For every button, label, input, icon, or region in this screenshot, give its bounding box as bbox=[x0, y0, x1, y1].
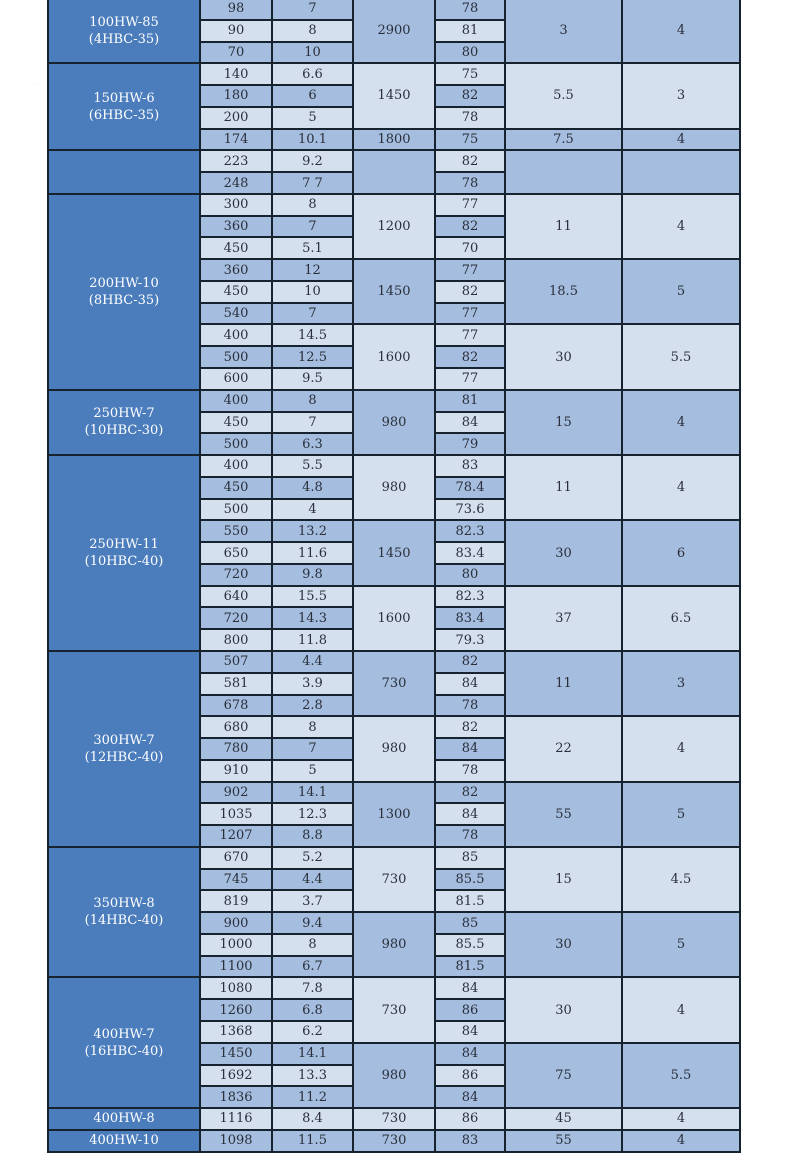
head-cell: 8 bbox=[272, 194, 353, 216]
efficiency-cell: 85 bbox=[435, 912, 505, 934]
head-cell: 10 bbox=[272, 42, 353, 64]
model-cell bbox=[48, 390, 200, 455]
flow-cell: 360 bbox=[200, 259, 272, 281]
motor-cell: 5 bbox=[622, 782, 740, 847]
model-code: (8HBC-35) bbox=[88, 292, 160, 308]
motor-cell: 4 bbox=[622, 0, 740, 63]
head-cell: 12.3 bbox=[272, 803, 353, 825]
efficiency-cell: 82 bbox=[435, 216, 505, 238]
flow-cell: 680 bbox=[200, 716, 272, 738]
flow-cell: 450 bbox=[200, 281, 272, 303]
efficiency-cell: 81.5 bbox=[435, 890, 505, 912]
table-row bbox=[48, 1108, 740, 1130]
model-name: 200HW-10 bbox=[89, 275, 159, 291]
model-cell bbox=[48, 455, 200, 651]
flow-cell: 70 bbox=[200, 42, 272, 64]
head-cell: 4 bbox=[272, 499, 353, 521]
motor-cell: 5.5 bbox=[622, 1043, 740, 1108]
flow-cell: 450 bbox=[200, 477, 272, 499]
head-cell: 3.9 bbox=[272, 673, 353, 695]
motor-cell: 3 bbox=[622, 63, 740, 128]
power-cell: 3 bbox=[505, 0, 622, 63]
speed-cell: 1600 bbox=[353, 324, 435, 389]
efficiency-cell: 70 bbox=[435, 237, 505, 259]
flow-cell: 540 bbox=[200, 303, 272, 325]
head-cell: 5 bbox=[272, 760, 353, 782]
flow-cell: 1098 bbox=[200, 1130, 272, 1152]
head-cell: 10.1 bbox=[272, 129, 353, 151]
efficiency-cell: 84 bbox=[435, 412, 505, 434]
model-name: 100HW-85 bbox=[89, 14, 159, 30]
motor-cell: 4 bbox=[622, 455, 740, 520]
motor-cell: 5 bbox=[622, 259, 740, 324]
efficiency-cell: 83 bbox=[435, 455, 505, 477]
head-cell: 9.4 bbox=[272, 912, 353, 934]
model-code: (10HBC-30) bbox=[84, 423, 164, 439]
head-cell: 6.3 bbox=[272, 433, 353, 455]
model-code: (14HBC-40) bbox=[84, 913, 164, 929]
flow-cell: 248 bbox=[200, 172, 272, 194]
head-cell: 9.8 bbox=[272, 564, 353, 586]
head-cell: 5.5 bbox=[272, 455, 353, 477]
power-cell: 11 bbox=[505, 455, 622, 520]
flow-cell: 1100 bbox=[200, 956, 272, 978]
efficiency-cell: 78.4 bbox=[435, 477, 505, 499]
head-cell: 6.8 bbox=[272, 999, 353, 1021]
efficiency-cell: 80 bbox=[435, 42, 505, 64]
power-cell: 15 bbox=[505, 390, 622, 455]
motor-cell: 4 bbox=[622, 129, 740, 151]
model-name: 400HW-8 bbox=[93, 1111, 155, 1127]
flow-cell: 1000 bbox=[200, 934, 272, 956]
speed-cell: 1200 bbox=[353, 194, 435, 259]
flow-cell: 450 bbox=[200, 237, 272, 259]
power-cell: 37 bbox=[505, 586, 622, 651]
model-cell bbox=[48, 651, 200, 847]
model-code: (12HBC-40) bbox=[84, 749, 164, 765]
efficiency-cell: 79.3 bbox=[435, 629, 505, 651]
speed-cell: 730 bbox=[353, 1108, 435, 1130]
efficiency-cell: 77 bbox=[435, 303, 505, 325]
head-cell: 6.6 bbox=[272, 63, 353, 85]
efficiency-cell: 82 bbox=[435, 150, 505, 172]
flow-cell: 1116 bbox=[200, 1108, 272, 1130]
flow-cell: 1080 bbox=[200, 977, 272, 999]
flow-cell: 90 bbox=[200, 20, 272, 42]
flow-cell: 507 bbox=[200, 651, 272, 673]
head-cell: 8 bbox=[272, 716, 353, 738]
flow-cell: 174 bbox=[200, 129, 272, 151]
efficiency-cell: 78 bbox=[435, 825, 505, 847]
efficiency-cell: 82 bbox=[435, 716, 505, 738]
efficiency-cell: 75 bbox=[435, 129, 505, 151]
flow-cell: 500 bbox=[200, 433, 272, 455]
model-cell bbox=[48, 1108, 200, 1130]
flow-cell: 400 bbox=[200, 390, 272, 412]
head-cell: 12.5 bbox=[272, 346, 353, 368]
head-cell: 6.7 bbox=[272, 956, 353, 978]
model-cell bbox=[48, 0, 200, 63]
efficiency-cell: 85 bbox=[435, 847, 505, 869]
head-cell: 7 bbox=[272, 303, 353, 325]
power-cell: 30 bbox=[505, 324, 622, 389]
flow-cell: 1260 bbox=[200, 999, 272, 1021]
head-cell: 15.5 bbox=[272, 586, 353, 608]
efficiency-cell: 82 bbox=[435, 346, 505, 368]
table-row bbox=[48, 150, 740, 172]
efficiency-cell: 82 bbox=[435, 782, 505, 804]
flow-cell: 640 bbox=[200, 586, 272, 608]
flow-cell: 678 bbox=[200, 695, 272, 717]
efficiency-cell: 83 bbox=[435, 1130, 505, 1152]
flow-cell: 1035 bbox=[200, 803, 272, 825]
head-cell: 9.5 bbox=[272, 368, 353, 390]
power-cell: 30 bbox=[505, 977, 622, 1042]
efficiency-cell: 78 bbox=[435, 760, 505, 782]
motor-cell: 4.5 bbox=[622, 847, 740, 912]
flow-cell: 819 bbox=[200, 890, 272, 912]
power-cell: 22 bbox=[505, 716, 622, 781]
power-cell: 30 bbox=[505, 912, 622, 977]
head-cell: 6 bbox=[272, 85, 353, 107]
efficiency-cell: 81.5 bbox=[435, 956, 505, 978]
power-cell: 11 bbox=[505, 651, 622, 716]
head-cell: 13.3 bbox=[272, 1065, 353, 1087]
head-cell: 5.1 bbox=[272, 237, 353, 259]
speed-cell: 2900 bbox=[353, 0, 435, 63]
model-cell bbox=[48, 847, 200, 978]
head-cell: 8.8 bbox=[272, 825, 353, 847]
flow-cell: 400 bbox=[200, 455, 272, 477]
efficiency-cell: 78 bbox=[435, 107, 505, 129]
flow-cell: 800 bbox=[200, 629, 272, 651]
motor-cell: 4 bbox=[622, 1130, 740, 1152]
flow-cell: 450 bbox=[200, 412, 272, 434]
efficiency-cell: 79 bbox=[435, 433, 505, 455]
efficiency-cell: 84 bbox=[435, 673, 505, 695]
efficiency-cell: 80 bbox=[435, 564, 505, 586]
speed-cell: 980 bbox=[353, 716, 435, 781]
power-cell: 11 bbox=[505, 194, 622, 259]
efficiency-cell: 86 bbox=[435, 999, 505, 1021]
flow-cell: 780 bbox=[200, 738, 272, 760]
power-cell bbox=[505, 150, 622, 194]
power-cell: 15 bbox=[505, 847, 622, 912]
head-cell: 5 bbox=[272, 107, 353, 129]
table-row bbox=[48, 390, 740, 412]
head-cell: 11.6 bbox=[272, 542, 353, 564]
flow-cell: 745 bbox=[200, 869, 272, 891]
efficiency-cell: 81 bbox=[435, 390, 505, 412]
efficiency-cell: 82 bbox=[435, 651, 505, 673]
speed-cell: 1800 bbox=[353, 129, 435, 151]
speed-cell: 730 bbox=[353, 1130, 435, 1152]
head-cell: 14.1 bbox=[272, 782, 353, 804]
head-cell: 11.2 bbox=[272, 1086, 353, 1108]
head-cell: 8 bbox=[272, 390, 353, 412]
head-cell: 2.8 bbox=[272, 695, 353, 717]
model-name: 300HW-7 bbox=[93, 732, 155, 748]
motor-cell: 5 bbox=[622, 912, 740, 977]
motor-cell: 4 bbox=[622, 194, 740, 259]
efficiency-cell: 86 bbox=[435, 1108, 505, 1130]
speed-cell: 1450 bbox=[353, 520, 435, 585]
efficiency-cell: 84 bbox=[435, 1086, 505, 1108]
head-cell: 6.2 bbox=[272, 1021, 353, 1043]
flow-cell: 720 bbox=[200, 607, 272, 629]
flow-cell: 360 bbox=[200, 216, 272, 238]
model-cell bbox=[48, 150, 200, 194]
head-cell: 7 bbox=[272, 412, 353, 434]
speed-cell: 980 bbox=[353, 1043, 435, 1108]
flow-cell: 1368 bbox=[200, 1021, 272, 1043]
efficiency-cell: 77 bbox=[435, 324, 505, 346]
table-row bbox=[48, 977, 740, 999]
power-cell: 7.5 bbox=[505, 129, 622, 151]
flow-cell: 670 bbox=[200, 847, 272, 869]
efficiency-cell: 78 bbox=[435, 172, 505, 194]
motor-cell: 3 bbox=[622, 651, 740, 716]
head-cell: 7 7 bbox=[272, 172, 353, 194]
flow-cell: 1207 bbox=[200, 825, 272, 847]
flow-cell: 223 bbox=[200, 150, 272, 172]
flow-cell: 900 bbox=[200, 912, 272, 934]
flow-cell: 500 bbox=[200, 499, 272, 521]
power-cell: 55 bbox=[505, 1130, 622, 1152]
efficiency-cell: 78 bbox=[435, 0, 505, 20]
speed-cell: 1600 bbox=[353, 586, 435, 651]
flow-cell: 140 bbox=[200, 63, 272, 85]
model-name: 250HW-11 bbox=[89, 537, 159, 553]
motor-cell: 6.5 bbox=[622, 586, 740, 651]
power-cell: 18.5 bbox=[505, 259, 622, 324]
power-cell: 30 bbox=[505, 520, 622, 585]
head-cell: 7 bbox=[272, 216, 353, 238]
head-cell: 8 bbox=[272, 20, 353, 42]
flow-cell: 400 bbox=[200, 324, 272, 346]
table-row bbox=[48, 194, 740, 216]
flow-cell: 300 bbox=[200, 194, 272, 216]
motor-cell: 4 bbox=[622, 390, 740, 455]
efficiency-cell: 77 bbox=[435, 259, 505, 281]
model-name: 400HW-10 bbox=[89, 1133, 159, 1149]
motor-cell: 4 bbox=[622, 716, 740, 781]
speed-cell: 730 bbox=[353, 651, 435, 716]
efficiency-cell: 84 bbox=[435, 1043, 505, 1065]
motor-cell bbox=[622, 150, 740, 194]
model-cell bbox=[48, 63, 200, 150]
motor-cell: 4 bbox=[622, 977, 740, 1042]
speed-cell: 980 bbox=[353, 455, 435, 520]
flow-cell: 720 bbox=[200, 564, 272, 586]
flow-cell: 98 bbox=[200, 0, 272, 20]
efficiency-cell: 82.3 bbox=[435, 586, 505, 608]
efficiency-cell: 83.4 bbox=[435, 607, 505, 629]
flow-cell: 650 bbox=[200, 542, 272, 564]
head-cell: 7.8 bbox=[272, 977, 353, 999]
table-row bbox=[48, 1130, 740, 1152]
motor-cell: 5.5 bbox=[622, 324, 740, 389]
speed-cell bbox=[353, 150, 435, 194]
flow-cell: 500 bbox=[200, 346, 272, 368]
flow-cell: 1836 bbox=[200, 1086, 272, 1108]
model-code: (4HBC-35) bbox=[88, 31, 160, 47]
head-cell: 10 bbox=[272, 281, 353, 303]
head-cell: 8.4 bbox=[272, 1108, 353, 1130]
model-code: (6HBC-35) bbox=[88, 107, 160, 123]
head-cell: 11.5 bbox=[272, 1130, 353, 1152]
flow-cell: 1692 bbox=[200, 1065, 272, 1087]
speed-cell: 730 bbox=[353, 847, 435, 912]
flow-cell: 910 bbox=[200, 760, 272, 782]
head-cell: 9.2 bbox=[272, 150, 353, 172]
pump-spec-table bbox=[47, 0, 741, 1153]
table-row bbox=[48, 651, 740, 673]
head-cell: 3.7 bbox=[272, 890, 353, 912]
model-cell bbox=[48, 194, 200, 390]
model-name: 400HW-7 bbox=[93, 1026, 155, 1042]
model-name: 150HW-6 bbox=[93, 90, 155, 106]
speed-cell: 1300 bbox=[353, 782, 435, 847]
flow-cell: 200 bbox=[200, 107, 272, 129]
efficiency-cell: 82.3 bbox=[435, 520, 505, 542]
head-cell: 11.8 bbox=[272, 629, 353, 651]
power-cell: 75 bbox=[505, 1043, 622, 1108]
table-row bbox=[48, 0, 740, 20]
efficiency-cell: 84 bbox=[435, 977, 505, 999]
speed-cell: 730 bbox=[353, 977, 435, 1042]
efficiency-cell: 82 bbox=[435, 281, 505, 303]
head-cell: 4.4 bbox=[272, 869, 353, 891]
power-cell: 5.5 bbox=[505, 63, 622, 128]
flow-cell: 600 bbox=[200, 368, 272, 390]
efficiency-cell: 75 bbox=[435, 63, 505, 85]
model-name: 350HW-8 bbox=[93, 896, 155, 912]
table-body bbox=[48, 0, 740, 1152]
efficiency-cell: 78 bbox=[435, 695, 505, 717]
watermark: 携睿阀门 bbox=[7, 40, 38, 152]
efficiency-cell: 82 bbox=[435, 85, 505, 107]
speed-cell: 1450 bbox=[353, 63, 435, 128]
model-code: (16HBC-40) bbox=[84, 1043, 164, 1059]
table-row bbox=[48, 847, 740, 869]
flow-cell: 550 bbox=[200, 520, 272, 542]
efficiency-cell: 83.4 bbox=[435, 542, 505, 564]
efficiency-cell: 77 bbox=[435, 368, 505, 390]
head-cell: 4.8 bbox=[272, 477, 353, 499]
power-cell: 55 bbox=[505, 782, 622, 847]
head-cell: 13.2 bbox=[272, 520, 353, 542]
head-cell: 14.1 bbox=[272, 1043, 353, 1065]
head-cell: 8 bbox=[272, 934, 353, 956]
table-row bbox=[48, 63, 740, 85]
efficiency-cell: 85.5 bbox=[435, 934, 505, 956]
head-cell: 14.3 bbox=[272, 607, 353, 629]
head-cell: 14.5 bbox=[272, 324, 353, 346]
table-row bbox=[48, 455, 740, 477]
speed-cell: 1450 bbox=[353, 259, 435, 324]
head-cell: 4.4 bbox=[272, 651, 353, 673]
efficiency-cell: 84 bbox=[435, 803, 505, 825]
speed-cell: 980 bbox=[353, 390, 435, 455]
efficiency-cell: 86 bbox=[435, 1065, 505, 1087]
efficiency-cell: 84 bbox=[435, 738, 505, 760]
flow-cell: 180 bbox=[200, 85, 272, 107]
head-cell: 5.2 bbox=[272, 847, 353, 869]
efficiency-cell: 84 bbox=[435, 1021, 505, 1043]
head-cell: 7 bbox=[272, 0, 353, 20]
flow-cell: 581 bbox=[200, 673, 272, 695]
power-cell: 45 bbox=[505, 1108, 622, 1130]
motor-cell: 6 bbox=[622, 520, 740, 585]
model-cell bbox=[48, 977, 200, 1108]
efficiency-cell: 77 bbox=[435, 194, 505, 216]
head-cell: 12 bbox=[272, 259, 353, 281]
efficiency-cell: 73.6 bbox=[435, 499, 505, 521]
model-name: 250HW-7 bbox=[93, 406, 155, 422]
motor-cell: 4 bbox=[622, 1108, 740, 1130]
head-cell: 7 bbox=[272, 738, 353, 760]
model-code: (10HBC-40) bbox=[84, 554, 164, 570]
flow-cell: 1450 bbox=[200, 1043, 272, 1065]
efficiency-cell: 81 bbox=[435, 20, 505, 42]
efficiency-cell: 85.5 bbox=[435, 869, 505, 891]
speed-cell: 980 bbox=[353, 912, 435, 977]
model-cell bbox=[48, 1130, 200, 1152]
flow-cell: 902 bbox=[200, 782, 272, 804]
